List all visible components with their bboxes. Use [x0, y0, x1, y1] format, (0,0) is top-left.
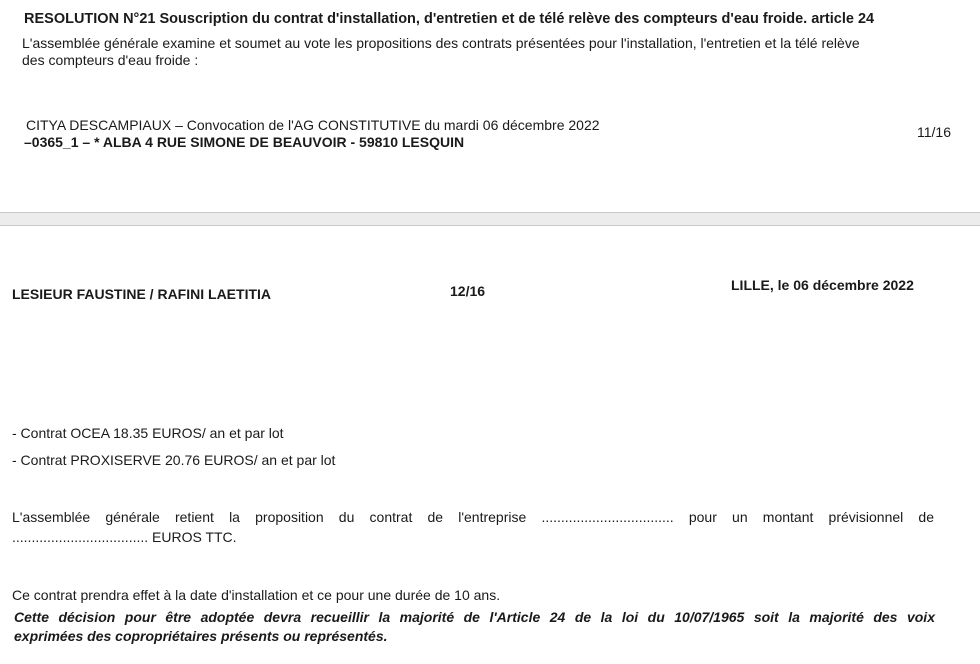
header-names: LESIEUR FAUSTINE / RAFINI LAETITIA [12, 286, 272, 302]
majority-line1: Cette décision pour être adoptée devra recueillir la majorité de l'Article 24 de la loi du 10/07/1965 soit la majorité des voix [14, 609, 935, 625]
page-number-bottom: 12/16 [450, 283, 486, 299]
footer-address: –0365_1 – * ALBA 4 RUE SIMONE DE BEAUVOIR - 59810 LESQUIN [24, 134, 465, 150]
header-place-date: LILLE, le 06 décembre 2022 [731, 277, 914, 293]
majority-line2: exprimées des copropriétaires présents ou représentés. [14, 628, 388, 644]
contract-proxiserve: - Contrat PROXISERVE 20.76 EUROS/ an et par lot [12, 452, 336, 468]
resolution-intro-line2: des compteurs d'eau froide : [22, 52, 199, 68]
duration-text: Ce contrat prendra effet à la date d'installation et ce pour une durée de 10 ans. [12, 587, 501, 603]
page-12 [0, 226, 980, 664]
page-number-top: 11/16 [917, 124, 951, 140]
resolution-title: RESOLUTION N°21 Souscription du contrat d'installation, d'entretien et de télé relève des compteurs d'eau froide. article 24 [24, 11, 875, 27]
retains-line1: L'assemblée générale retient la proposition du contrat de l'entreprise .................................. pour un montant prévisionnel de [12, 509, 934, 525]
page-separator [0, 212, 980, 226]
retains-line2: ................................... EUROS TTC. [12, 529, 237, 545]
resolution-intro-line1: L'assemblée générale examine et soumet au vote les propositions des contrats présentées pour l'installation, l'entretien et la télé relève [22, 35, 860, 51]
contract-ocea: - Contrat OCEA 18.35 EUROS/ an et par lot [12, 425, 284, 441]
page-11 [0, 0, 980, 212]
footer-convocation: CITYA DESCAMPIAUX – Convocation de l'AG CONSTITUTIVE du mardi 06 décembre 2022 [26, 117, 600, 133]
